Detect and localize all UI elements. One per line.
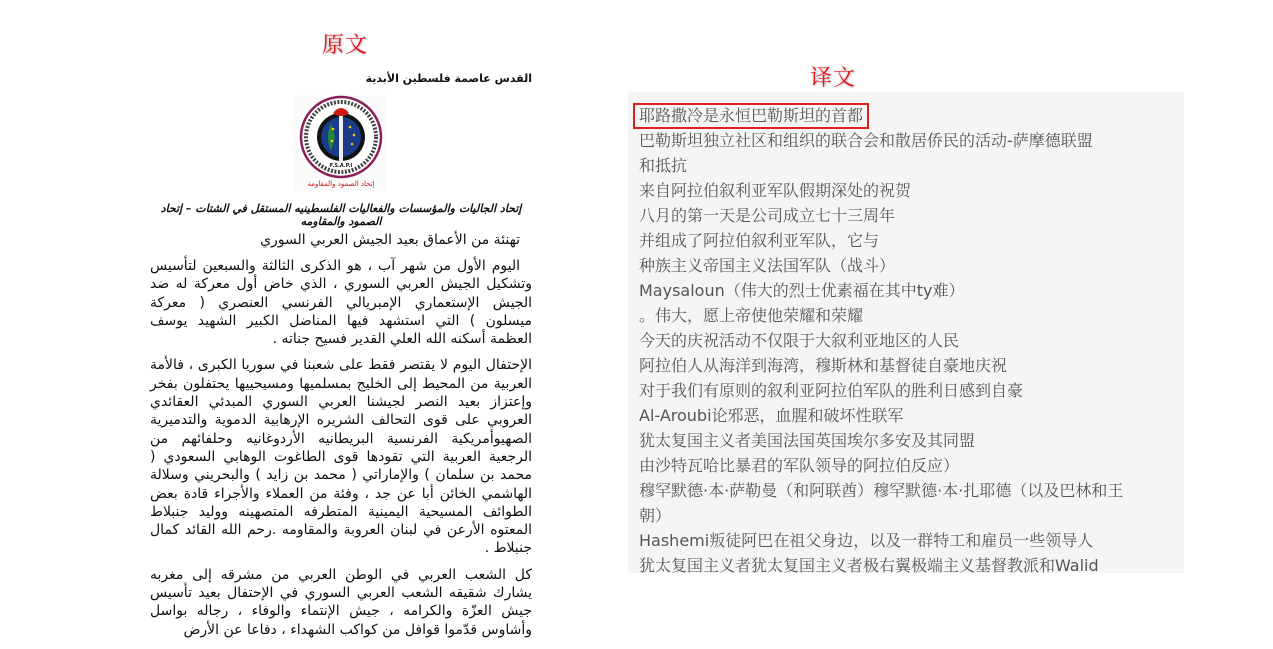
source-line: العربية من المحيط إلى الخليج بمسلميها ومسيحييها يحتفلون بفخر [150, 375, 532, 392]
translation-line: Hashemi叛徒阿巴在祖父身边，以及一群特工和雇员一些领导人 [639, 531, 1094, 550]
translation-panel [628, 92, 1184, 573]
source-line: يشارك شقيقه الشعب العربي السوري في الإحتفال بعيد تأسيس [150, 585, 532, 602]
source-line: وأشاوس قدّموا قوافل من كواكب الشهداء ، دفاعا عن الأرض [183, 621, 532, 638]
source-line: الصهيوأمريكية الفرنسية البريطانيه الأردوغانيه وحلفائهم من [150, 430, 532, 447]
source-line: الجيش الإستعماري الإمبريالي الفرنسي العنصري ( معركة [150, 294, 532, 311]
highlighted-translation-line: 耶路撒冷是永恒巴勒斯坦的首都 [636, 106, 866, 126]
translation-line: 和抵抗 [639, 156, 688, 175]
translation-line: 由沙特瓦哈比暴君的军队领导的阿拉伯反应） [639, 456, 960, 475]
translation-line: 。伟大，愿上帝使他荣耀和荣耀 [639, 306, 864, 325]
source-line: اليوم الأول من شهر آب ، هو الذكرى الثالثة والسبعين لتأسيس [150, 258, 520, 274]
translation-line: 并组成了阿拉伯叙利亚军队，它与 [639, 231, 880, 250]
source-document [150, 70, 532, 639]
source-title: القدس عاصمة فلسطين الأبدية [365, 72, 532, 85]
source-line: محمد بن سلمان ) والإماراتي ( محمد بن زايد ) والبحريني وسلالة [150, 467, 532, 484]
source-line: الإحتفال اليوم لا يقتصر فقط على شعبنا في سوريا الكبرى ، فالأمة [150, 357, 532, 374]
source-line: جيش العزّة والكرامه ، جيش الإنتماء والوفاء ، رجاله بواسل [150, 603, 532, 620]
source-line: وإعتزاز بعيد النصر لجيشنا العربي السوري المبدئي العقائدي [150, 394, 532, 411]
source-line: العظمة أسكنه الله العلي القدير فسيح جناته . [272, 331, 532, 348]
source-line: وتشكيل الجيش العربي السوري ، الذي خاض أول معركة له ضد [150, 276, 532, 293]
source-label: 原文 [322, 33, 369, 58]
translation-label: 译文 [810, 66, 857, 91]
translation-line: 巴勒斯坦独立社区和组织的联合会和散居侨民的活动-萨摩德联盟 [639, 131, 1093, 150]
source-paragraph [150, 566, 532, 639]
translation-line: 今天的庆祝活动不仅限于大叙利亚地区的人民 [639, 331, 960, 350]
translation-line: Al-Aroubi论邪恶，血腥和破坏性联军 [639, 406, 904, 425]
logo-acronym: F.S.A.P.I [329, 163, 353, 169]
translation-line: 八月的第一天是公司成立七十三周年 [639, 206, 896, 225]
translation-line: 朝） [639, 506, 672, 525]
source-line: الرجعية العربية التي تقودها قوى الطاغوت الوهابي السعودي ( [150, 448, 532, 465]
translation-line: 犹太复国主义者美国法国英国埃尔多安及其同盟 [639, 431, 976, 450]
congratulations-heading: تهنئة من الأعماق بعيد الجيش العربي السوري [260, 232, 520, 248]
source-line: كل الشعب العربي في الوطن العربي من مشرقه إلى مغربه [150, 566, 532, 583]
source-line: العروبي على قوى التحالف الشريره الإرهابية الدموية والتدميرية [150, 412, 532, 429]
source-paragraph [150, 356, 532, 557]
translation-line: 阿拉伯人从海洋到海湾，穆斯林和基督徒自豪地庆祝 [639, 356, 1008, 375]
translation-line: 来自阿拉伯叙利亚军队假期深处的祝贺 [639, 181, 912, 200]
source-line: ميسلون ) التي استشهد فيها المناضل الكبير الشهيد يوسف [150, 312, 532, 329]
source-line: الطوائف المسيحية اليمينية المتطرفه المتصهينه ووليد جنبلاط [150, 503, 532, 520]
source-line: جنبلاط . [484, 540, 532, 557]
organization-logo [295, 95, 387, 191]
translation-line: 种族主义帝国主义法国军队（战斗） [639, 256, 896, 275]
translation-line: 犹太复国主义者犹太复国主义者极右翼极端主义基督教派和Walid [639, 556, 1099, 573]
source-line: الهاشمي الخائن أبا عن جد ، وفئة من العملاء والأجراء قادة بعض [150, 485, 532, 502]
translation-line: 对于我们有原则的叙利亚阿拉伯军队的胜利日感到自豪 [639, 381, 1024, 400]
translation-line: 穆罕默德·本·萨勒曼（和阿联酋）穆罕默德·本·扎耶德（以及巴林和王 [639, 481, 1124, 500]
organization-name: إتحاد الجاليات والمؤسسات والفعاليات الفلسطينيه المستقل في الشتات – إتحاد الصمود والمقاومه [160, 202, 522, 228]
source-paragraph [150, 257, 532, 348]
source-line: المعتوه الأرعن في لبنان العروبة والمقاومه .رحم الله القائد كمال [150, 522, 532, 539]
logo-caption: إتحاد الصمود والمقاومة [307, 180, 375, 188]
translation-line: Maysaloun（伟大的烈士优素福在其中ty难） [639, 281, 965, 300]
